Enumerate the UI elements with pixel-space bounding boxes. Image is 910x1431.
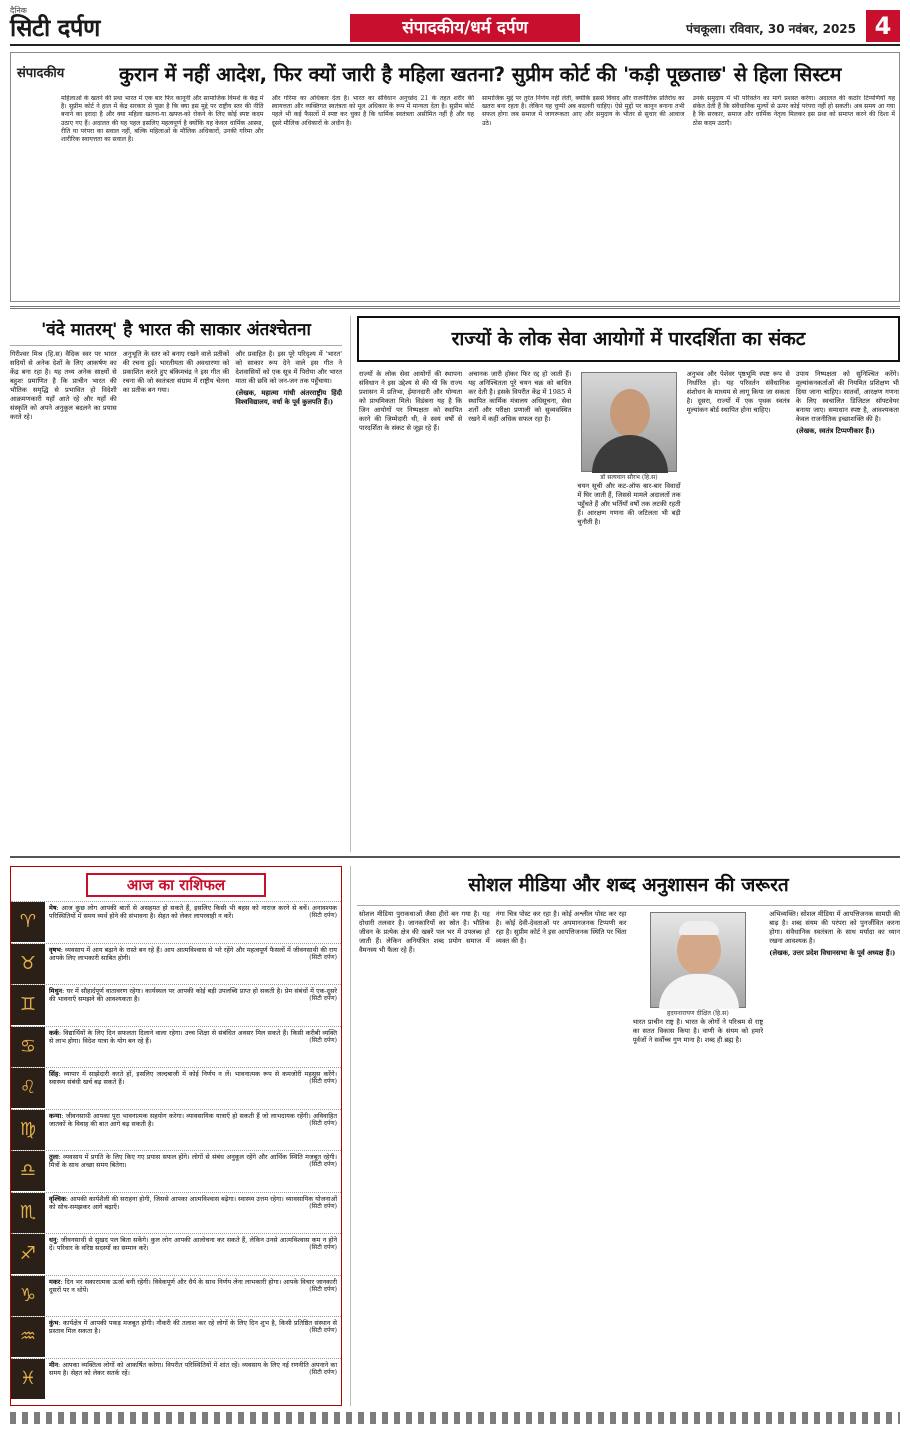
scorpio-icon: ♏ [11,1193,45,1233]
psc-transparency-article [350,316,900,852]
horoscope-title: आज का राशिफल [86,873,266,897]
horoscope-item-vrishabh: ♉ वृषभ: व्यवसाय में आय बढ़ाने के रास्ते बन रहे हैं। आप आत्मविश्वास से भरे रहेंगे और महत्वपूर्ण फैसलों में जीवनसाथी की राय आपके लिए लाभकारी साबित होगी। (सिटी दर्पण) [11,943,341,985]
horoscope-item-dhanu: ♐ धनु: जीवनसाथी से सुखद पल बिता सकेंगे। कुल लोग आपकी आलोचना कर सकते हैं, लेकिन उनसे आत्मविश्वास कम न होने दें। परिवार के वरिष्ठ सदस्यों का सम्मान करें। (सिटी दर्पण) [11,1233,341,1275]
leo-icon: ♌ [11,1068,45,1108]
logo-title: सिटी दर्पण [10,14,100,42]
article-paragraph: चयन सूची और कट-ऑफ बार-बार विवादों में घिर जाती हैं, जिससे मामले अदालतों तक पहुँचते हैं और भर्तियाँ वर्षों तक लटकी रहती हैं। आरक्षण गणना की जटिलता भी बड़ी चुनौती है। [577,482,681,526]
sagittarius-icon: ♐ [11,1234,45,1274]
horoscope-item-singh: ♌ सिंह: व्यापार में साझेदारी करते हों, इसलिए जल्दबाजी में कोई निर्णय न लें। भावनात्मक रूप से कमजोरी महसूस करेंगे। स्वास्थ्य संबंधी खर्च बढ़ सकते हैं। (सिटी दर्पण) [11,1067,341,1109]
horoscope-text: कार्यक्षेत्र में आपकी पकड़ मजबूत होगी। नौकरी की तलाश कर रहे लोगों के लिए दिन शुभ है, किसी प्रतिष्ठित संस्थान से प्रस्ताव मिल सकता है। [49,1319,337,1336]
newspaper-logo [10,6,130,44]
horoscope-item-mithun: ♊ मिथुन: घर में सौहार्दपूर्ण वातावरण रहेगा। कार्यस्थल पर आपकी कोई बड़ी उपलब्धि प्राप्त हो सकती है। प्रेम संबंधों में एक-दूसरे की भावनाएँ समझने की आवश्यकता है। (सिटी दर्पण) [11,984,341,1026]
horoscope-item-mesh: ♈ मेष: आज कुछ लोग आपकी बातों से असहमत हो सकते हैं, इसलिए किसी भी बहस को नाराज करने से बचें। अनावश्यक परिस्थितियों में समय व्यर्थ होने की संभावना है। सेहत को लेकर लापरवाही न करें। (सिटी दर्पण) [11,901,341,943]
horoscope-text: जीवनसाथी से सुखद पल बिता सकेंगे। कुल लोग आपकी आलोचना कर सकते हैं, लेकिन उनसे आत्मविश्वास कम न होने दें। परिवार के वरिष्ठ सदस्यों का सम्मान करें। [49,1236,338,1253]
pisces-icon: ♓ [11,1359,45,1399]
logo-tagline: दैनिक [10,6,27,15]
vande-mataram-headline: 'वंदे मातरम्' है भारत की साकार अंतश्चेतना [10,316,342,346]
editorial-article [10,52,900,302]
horoscope-text: आपका व्यक्तित्व लोगों को आकर्षित करेगा। विपरीत परिस्थितियों में शांत रहें। व्यवसाय के लिए नई रणनीति अपनाने का समय है। सेहत को लेकर सतर्क रहें। [49,1360,337,1377]
editorial-headline: कुरान में नहीं आदेश, फिर क्यों जारी है महिला खतना? सुप्रीम कोर्ट की 'कड़ी पूछताछ' से हिला सिस्टम [119,63,842,86]
horoscope-list [11,901,341,1399]
sign-name: वृषभ [49,945,61,954]
source-credit: (सिटी दर्पण) [309,1119,337,1127]
horoscope-item-makar: ♑ मकर: दिन भर सकारात्मक ऊर्जा बनी रहेगी। विवेकपूर्ण और धैर्य के साथ निर्णय लेना लाभकारी होगा। आपके विचार जानकारी दूसरों पर न थोपें। (सिटी दर्पण) [11,1275,341,1317]
author-photo [650,912,746,1008]
horoscope-text: व्यापार में साझेदारी करते हों, इसलिए जल्दबाजी में कोई निर्णय न लें। भावनात्मक रूप से कमजोरी महसूस करेंगे। स्वास्थ्य संबंधी खर्च बढ़ सकते हैं। [49,1070,337,1087]
sign-name: मिथुन [49,987,63,995]
article-column: अनुभूति के स्तर को बनाए रखने वाले प्रतीकों की रचना हुई। भारतीयता की अवधारणा को प्रकाशित करते हुए बंकिमचंद्र ने इस गीत की रचना की जो स्वतंत्रता संग्राम में राष्ट्रीय चेतना का प्रतीक बन गया। [122,350,230,394]
source-credit: (सिटी दर्पण) [309,1327,337,1335]
date-line: पंचकूला। रविवार, 30 नवंबर, 2025 [686,22,856,36]
horoscope-text: जीवनसाथी आपका पूरा भावनात्मक सहयोग करेगा। व्यावसायिक यात्राएँ हो सकती हैं जो लाभदायक रहेंगी। अविवाहित जातकों के विवाह की बात आगे बढ़ सकती है। [49,1111,337,1128]
section-divider [10,306,900,314]
horoscope-item-kanya: ♍ कन्या: जीवनसाथी आपका पूरा भावनात्मक सहयोग करेगा। व्यावसायिक यात्राएँ हो सकती हैं जो लाभदायक रहेंगी। अविवाहित जातकों के विवाह की बात आगे बढ़ सकती है। (सिटी दर्पण) [11,1109,341,1151]
source-credit: (सिटी दर्पण) [309,1285,337,1293]
article-column [769,910,900,1402]
article-column [796,370,899,850]
sign-name: तुला [49,1153,59,1161]
article-column: नंगा चित्र पोस्ट कर रहा है। कोई अश्लील पोस्ट कर रहा है। कोई देवी-देवताओं पर अपमानजनक टिप्पणी कर रहा है। सुप्रीम कोर्ट ने इस आपत्तिजनक स्थिति पर चिंता व्यक्त की है। [495,910,627,945]
article-column [633,910,764,1402]
horoscope-text: व्यवसाय में प्रगति के लिए किए गए प्रयास सफल होंगे। लोगों से संबंध अनुकूल रहेंगे और आर्थिक स्थिति मजबूत रहेगी। मित्रों के साथ अच्छा समय बितेगा। [49,1153,337,1170]
capricorn-icon: ♑ [11,1276,45,1316]
horoscope-item-meen: ♓ मीन: आपका व्यक्तित्व लोगों को आकर्षित करेगा। विपरीत परिस्थितियों में शांत रहें। व्यवसाय के लिए नई रणनीति अपनाने का समय है। सेहत को लेकर सतर्क रहें। (सिटी दर्पण) [11,1358,341,1400]
horoscope-text: घर में सौहार्दपूर्ण वातावरण रहेगा। कार्यस्थल पर आपकी कोई बड़ी उपलब्धि प्राप्त हो सकती है। प्रेम संबंधों में एक-दूसरे की भावनाएँ समझने की आवश्यकता है। [49,987,338,1004]
article-column: अनुभव और पेशेवर पृष्ठभूमि स्पष्ट रूप से निर्धारित हो। यह परिवर्तन संवैधानिक संशोधन के माध्यम से लागू किया जा सकता है। दूसरा, राज्यों में एक पृथक स्वतंत्र मूल्यांकन बोर्ड स्थापित होना चाहिए। [686,370,790,414]
source-credit: (सिटी दर्पण) [309,1161,337,1169]
source-credit: (सिटी दर्पण) [309,953,337,961]
author-photo-caption: हृदयनारायण दीक्षित (हि.स) [666,1010,729,1017]
article-paragraph: अभिव्यक्ति। सोशल मीडिया में आपत्तिजनक सामग्री की बाढ़ है। शब्द संयम की परंपरा को पुनर्जीवित करना होगा। संवैधानिक स्वतंत्रता के साथ मर्यादा का ध्यान रखना आवश्यक है। [769,910,900,945]
editorial-column: सामाजिक मुद्दे पर तुरंत निर्णय नहीं लेती, क्योंकि इससे विवाद और राजनीतिक प्रतिरोध का खतरा बना रहता है। लेकिन यह चुप्पी अब बदलनी चाहिए। ऐसे मुद्दों पर कानून बनाना तभी सफल होगा जब समाज में जागरूकता आए और समुदाय के भीतर से सुधार की आवाज उठे। [482,95,685,127]
editorial-column: महिलाओं के खतने की प्रथा भारत में एक बार फिर कानूनी और सामाजिक विमर्श के केंद्र में है। सुप्रीम कोर्ट ने हाल में केंद्र सरकार से पूछा है कि क्या इस मुद्दे पर राष्ट्रीय स्तर की नीति बनाने का इरादा है और क्या महिला खतना-या खफ्ज-को रोकने के लिए कोई स्पष्ट कदम उठाए गए हैं। अदालत की यह पहल इसलिए महत्वपूर्ण है क्योंकि यह केवल धार्मिक आस्था, रीति या परंपरा का सवाल नहीं, बल्कि महिलाओं के मौलिक अधिकारों, उनकी गरिमा और शारीरिक स्वायत्तता का सवाल है। [61,95,264,144]
article-paragraph: और प्रवाहित है। इस पूरे परिदृश्य में 'भारत' को साकार रूप देने वाले इस गीत ने देशवासियों को एक सूत्र में पिरोया और भारत माता की छवि को जन-जन तक पहुँचाया। [235,350,342,385]
print-registration-bar [10,1412,900,1424]
vande-mataram-body [10,350,342,850]
source-credit: (सिटी दर्पण) [309,1244,337,1252]
section-banner: संपादकीय/धर्म दर्पण [350,14,580,42]
sign-name: वृश्चिक [49,1194,66,1203]
horoscope-box [10,866,342,1406]
editorial-body [61,95,895,299]
sign-name: धनु [49,1236,57,1244]
author-photo [581,372,677,472]
article-column: सोशल मीडिया पुराकथाओं जैसा हीरो बन गया है। यह दोधारी तलवार है। जानकारियों का स्रोत है। भौतिक जीवन के प्रत्येक क्षेत्र की खबरें पल भर में उपलब्ध हो जाती हैं। लेकिन अनियंत्रित शब्द प्रयोग समाज में वैमनस्य भी फैला रहे हैं। [359,910,490,954]
author-photo-caption: डॉ सत्यवान सौरभ (हि.स) [600,474,658,481]
aquarius-icon: ♒ [11,1317,45,1357]
source-credit: (सिटी दर्पण) [309,1202,337,1210]
author-byline: (लेखक, स्वतंत्र टिप्पणीकार हैं।) [795,427,875,435]
taurus-icon: ♉ [11,944,45,984]
masthead [10,6,900,46]
social-media-body [359,910,900,1402]
sign-name: कन्या [49,1111,62,1120]
social-media-headline: सोशल मीडिया और शब्द अनुशासन की जरूरत [357,866,900,906]
article-column: अचानक जारी होकर फिर रद्द हो जाती हैं। यह अनिश्चितता पूरे चयन चक्र को बाधित कर देती है। इसके विपरीत केंद्र में 1985 में स्थापित कार्मिक मंत्रालय अधिसूचना, सेवा शर्तों और परीक्षा प्रणाली को सुव्यवस्थित रखने में कहीं अधिक सफल रहा है। [468,370,572,423]
source-credit: (सिटी दर्पण) [309,912,337,920]
sign-name: कुंभ [49,1319,59,1327]
horoscope-text: व्यवसाय में आय बढ़ाने के रास्ते बन रहे हैं। आप आत्मविश्वास से भरे रहेंगे और महत्वपूर्ण फैसलों में जीवनसाथी की राय आपके लिए लाभकारी साबित होगी। [49,945,337,962]
horoscope-text: दिन भर सकारात्मक ऊर्जा बनी रहेगी। विवेकपूर्ण और धैर्य के साथ निर्णय लेना लाभकारी होगा। आपके विचार जानकारी दूसरों पर न थोपें। [49,1277,338,1294]
section-divider [10,856,900,862]
source-credit: (सिटी दर्पण) [309,1078,337,1086]
article-paragraph: भारत प्राचीन राष्ट्र है। भारत के लोगों ने परिश्रम से राष्ट्र का सतत विकास किया है। वाणी के संयम को हमारे पूर्वजों ने सर्वोच्च गुण माना है। शब्द ही ब्रह्म है। [632,1018,764,1044]
horoscope-text: आज कुछ लोग आपकी बातों से असहमत हो सकते हैं, इसलिए किसी भी बहस को नाराज करने से बचें। अनावश्यक परिस्थितियों में समय व्यर्थ होने की संभावना है। सेहत को लेकर लापरवाही न करें। [49,904,337,921]
social-media-article [350,866,900,1406]
sign-name: मकर [49,1277,61,1286]
horoscope-text: आपकी कार्यशैली की सराहना होगी, जिससे आपका आत्मविश्वास बढ़ेगा। स्वास्थ्य उत्तम रहेगा। व्यावसायिक योजनाओं को सोच-समझकर आगे बढ़ाएँ। [49,1194,338,1211]
sign-name: कर्क [49,1028,59,1037]
page-number: 4 [866,10,900,42]
sign-name: मीन [49,1360,59,1369]
cancer-icon: ♋ [11,1027,45,1067]
editorial-column: और गरिमा का अधिकार देता है। भारत का संविधान अनुच्छेद 21 के तहत शरीर की स्वायत्तता और व्यक्तिगत स्वतंत्रता को मूल अधिकार के रूप में मान्यता देता है। सुप्रीम कोर्ट पहले भी कई फैसलों में स्पष्ट कर चुका है कि धार्मिक स्वतंत्रता असीमित नहीं है और यह दूसरे मौलिक अधिकारों के अधीन है। [271,95,474,127]
article-column [577,370,680,850]
horoscope-item-kark: ♋ कर्क: विद्यार्थियों के लिए दिन सफलता दिलाने वाला रहेगा। उच्च शिक्षा से संबंधित अवसर मिल सकते हैं। किसी करीबी व्यक्ति से लाभ होगा। विदेश यात्रा के योग बन रहे हैं। (सिटी दर्पण) [11,1026,341,1068]
gemini-icon: ♊ [11,985,45,1025]
vande-mataram-article [10,316,342,852]
source-credit: (सिटी दर्पण) [309,1036,337,1044]
horoscope-text: विद्यार्थियों के लिए दिन सफलता दिलाने वाला रहेगा। उच्च शिक्षा से संबंधित अवसर मिल सकते हैं। किसी करीबी व्यक्ति से लाभ होगा। विदेश यात्रा के योग बन रहे हैं। [49,1028,337,1045]
author-byline: (लेखक, महात्मा गांधी अंतरराष्ट्रीय हिंदी विश्वविद्यालय, वर्धा के पूर्व कुलपति हैं।) [235,389,342,406]
editorial-label: संपादकीय [17,66,65,81]
editorial-column: उनके समुदाय में भी परिवर्तन का मार्ग प्रशस्त करेगा। अदालत की कठोर टिप्पणियाँ यह संकेत देती हैं कि संवैधानिक मूल्यों से ऊपर कोई परंपरा नहीं हो सकती। अब समय आ गया है कि सरकार, समाज और धार्मिक नेतृत्व मिलकर इस प्रथा को समाप्त करने की दिशा में ठोस कदम उठाएँ। [692,95,895,127]
virgo-icon: ♍ [11,1110,45,1150]
author-byline: (लेखक, उत्तर प्रदेश विधानसभा के पूर्व अध्यक्ष हैं।) [769,949,896,957]
psc-body [359,370,899,850]
source-credit: (सिटी दर्पण) [309,995,337,1003]
aries-icon: ♈ [11,902,45,942]
horoscope-item-vrishchik: ♏ वृश्चिक: आपकी कार्यशैली की सराहना होगी, जिससे आपका आत्मविश्वास बढ़ेगा। स्वास्थ्य उत्तम रहेगा। व्यावसायिक योजनाओं को सोच-समझकर आगे बढ़ाएँ। (सिटी दर्पण) [11,1192,341,1234]
horoscope-item-kumbh: ♒ कुंभ: कार्यक्षेत्र में आपकी पकड़ मजबूत होगी। नौकरी की तलाश कर रहे लोगों के लिए दिन शुभ है, किसी प्रतिष्ठित संस्थान से प्रस्ताव मिल सकता है। (सिटी दर्पण) [11,1316,341,1358]
source-credit: (सिटी दर्पण) [309,1368,337,1376]
psc-headline: राज्यों के लोक सेवा आयोगों में पारदर्शिता का संकट [357,316,900,362]
sign-name: सिंह [49,1070,59,1078]
article-column: गिरीश्वर मिश्र (हि.स) वैदिक स्वर पर भारत सदियों से अनेक देशों के लिए आकर्षण का केंद्र बना रहा है। यह तथ्य अनेक साक्ष्यों से बहुशः प्रमाणित है कि प्राचीन भारत की भौतिक समृद्धि से प्रभावित हो विदेशी आक्रमणकारी यहाँ आते रहे और यहाँ की संस्कृति को अपने अनुकूल बदलने का प्रयास करते रहे। [10,350,117,421]
article-column: राज्यों के लोक सेवा आयोगों की स्थापना संविधान ने इस उद्देश्य से की थी कि राज्य प्रशासन में प्रतिभा, ईमानदारी और योग्यता को प्राथमिकता मिले। विडंबना यह है कि जिन आयोगों पर निष्पक्षता को स्थापित करने की जिम्मेदारी थी, वे स्वयं वर्षों से पारदर्शिता के संकट से जूझ रहे हैं। [359,370,463,432]
horoscope-item-tula: ♎ तुला: व्यवसाय में प्रगति के लिए किए गए प्रयास सफल होंगे। लोगों से संबंध अनुकूल रहेंगे और आर्थिक स्थिति मजबूत रहेगी। मित्रों के साथ अच्छा समय बितेगा। (सिटी दर्पण) [11,1150,341,1192]
sign-name: मेष [49,904,57,912]
libra-icon: ♎ [11,1151,45,1191]
article-paragraph: उपाय निष्पक्षता को सुनिश्चित करेंगे। मूल्यांकनकर्ताओं की नियमित प्रशिक्षण भी दिया जाना चाहिए। सातवाँ, आरक्षण गणना के लिए स्वचालित डिजिटल सॉफ्टवेयर बनाया जाए। समाधान स्पष्ट है, आवश्यकता केवल राजनीतिक इच्छाशक्ति की है। [795,370,899,423]
article-column [235,350,342,850]
